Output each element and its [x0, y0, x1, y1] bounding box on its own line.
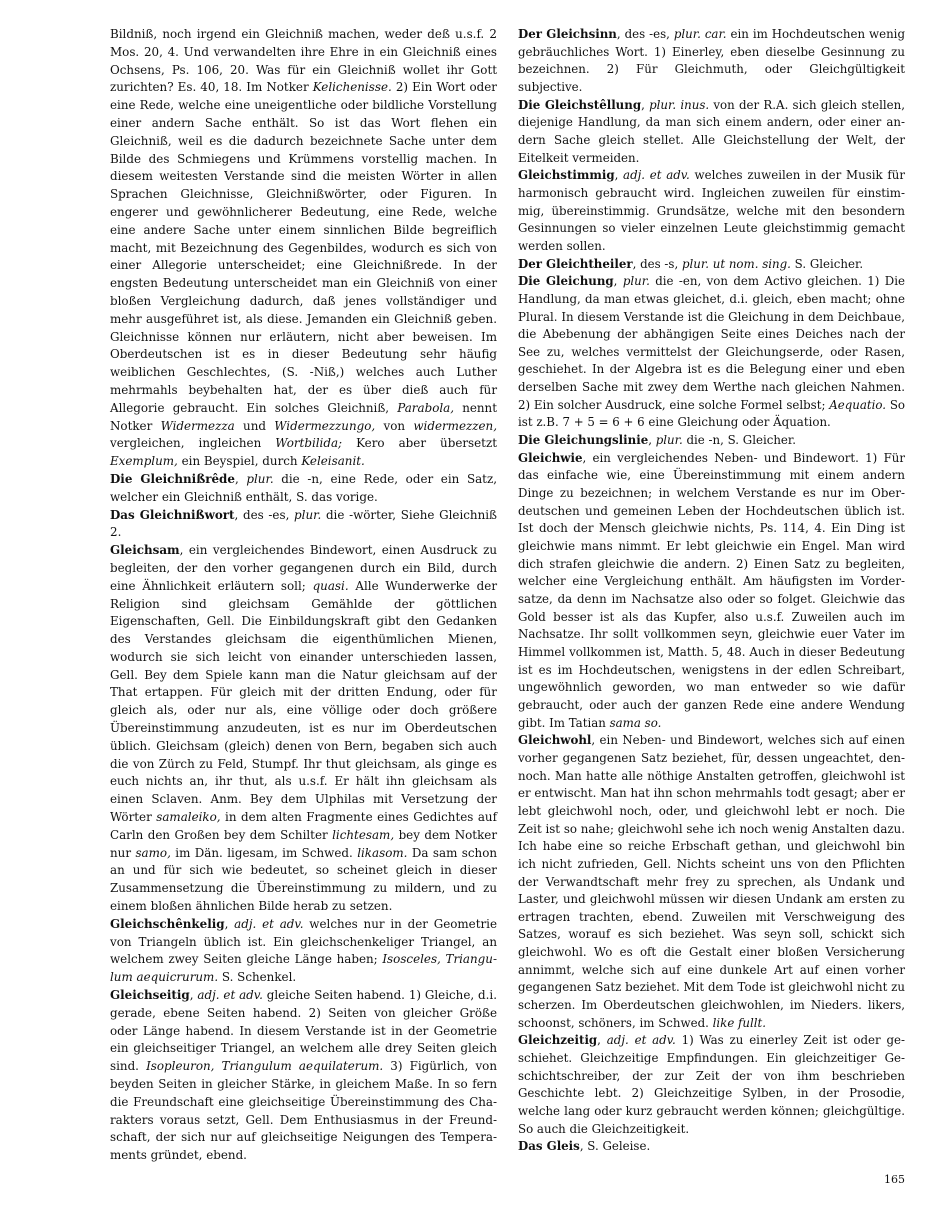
- entry-italic-text: samo,: [135, 845, 171, 860]
- entry-italic-text: like fullt.: [712, 1015, 767, 1030]
- entry-text: ,: [234, 471, 247, 486]
- entry-italic-text: lichtesam,: [332, 827, 395, 842]
- entry-text: welches nur in der Geometrie von Triangeln üblich ist. Ein gleichschenkeliger Triangel, an welchem zwey Seiten gleiche Länge haben;: [110, 916, 498, 967]
- entry-text: ,: [613, 274, 623, 289]
- entry-text: welches zuweilen in der Musik für harmonisch gebraucht wird. Ingleichen zuweilen für einstimmig, übereinstimmig. Grundsätze, welche mit den besondern Gesinnungen so vieler einzelnen Leute gleichstimmig gemacht werden sollen.: [518, 168, 905, 253]
- dictionary-entry: [518, 26, 905, 97]
- entry-headword: Gleichwohl: [518, 733, 592, 748]
- entry-text: die -wörter, Siehe Gleichniß 2.: [110, 507, 497, 540]
- entry-headword: Die Gleichung: [518, 274, 614, 289]
- entry-headword: Gleichsam: [110, 543, 180, 558]
- entry-italic-text: plur.: [294, 507, 322, 522]
- entry-headword: Die Gleichnißrêde: [110, 471, 235, 486]
- page-number: 165: [884, 1173, 905, 1186]
- entry-italic-text: Widermezza: [160, 418, 235, 433]
- entry-italic-text: widermezzen,: [413, 418, 497, 433]
- entry-headword: Gleichwie: [518, 450, 583, 465]
- entry-text: 2) Ein Wort oder eine Rede, welche eine uneigentliche oder bildliche Vorstellung einer andern Sache enthält. So ist das Wort flehen ein Gleichniß, weil es die dadurch bezeichnete Sache unter dem Bilde des Schmiegens und Krümmens vorstellig machen. In diesem weitesten Verstande sind die meisten Wörter in allen Sprachen Gleichnisse, Gleichnißwörter, oder Figuren. In engerer und gewöhnlicherer Bedeutung, eine Rede, welche eine andere Sache unter einem sinnlichen Bilde begreiflich macht, mit Bezeichnung des Gegenbildes, wodurch es sich von einer Allegorie unterscheidet; eine Gleichnißrede. In der engsten Bedeutung unterscheidet man ein Gleichniß von einer bloßen Vergleichung dadurch, daß jenes vollständiger und mehr ausgeführet ist, als diese. Jemanden ein Gleichniß geben. Gleichnisse können nur erläutern, nicht aber beweisen. Im Oberdeutschen ist es in dieser Bedeutung sehr häufig weiblichen Geschlechtes, (S. -Niß,) welches auch Luther mehrmahls beybehalten hat, der es über dieß auch für Allegorie gebraucht. Ein solches Gleichniß,: [110, 80, 497, 415]
- entry-text: 3) Figürlich, von beyden Seiten in gleicher Stärke, in gleichem Maße. In so fern die Freundschaft eine gleichseitige Übereinstimmung des Charakters voraus setzt, Gell. Dem Enthusiasmus in der Freundschaft, der sich nur auf gleichseitige Neigungen des Temperaments gründet, ebend.: [110, 1059, 497, 1163]
- entry-headword: Gleichstimmig: [518, 168, 615, 183]
- entry-text: die -en, von dem Activo gleichen. 1) Die Handlung, da man etwas gleichet, d.i. gleich, eben macht; ohne Plural. In diesem Verstande ist die Gleichung in dem Deichbaue, die Abebenung der abhängigen Seite eines Deiches nach der See zu, welches vermittelst der Gleichungserde, oder Rasen, geschiehet. In der Algebra ist es die Belegung einer und eben derselben Sache mit zwey dem Werthe nach gleichen Nahmen. 2) Ein solcher Ausdruck, eine solche Formel selbst;: [518, 274, 905, 412]
- entry-italic-text: quasi.: [312, 578, 349, 593]
- entry-italic-text: Aequatio.: [829, 397, 887, 412]
- entry-text: die -n, eine Rede, oder ein Satz, welcher ein Gleichniß enthält, S. das vorige.: [110, 471, 498, 504]
- entry-headword: Der Gleichtheiler: [518, 256, 633, 271]
- left-column: [110, 26, 497, 1165]
- entry-italic-text: Widermezzungo,: [274, 418, 376, 433]
- entry-text: , des -s,: [632, 256, 682, 271]
- entry-italic-text: sama so.: [609, 715, 662, 730]
- entry-headword: Die Gleichstêllung: [518, 97, 642, 112]
- entry-italic-text: plur.: [655, 433, 683, 448]
- entry-italic-text: Exemplum,: [110, 454, 178, 469]
- entry-text: , des -es,: [616, 27, 674, 41]
- entry-text: ein im Hochdeutschen wenig gebräuchliches Wort. 1) Einerley, eben dieselbe Gesinnung zu bezeichnen. 2) Für Gleichmuth, oder Gleichgültigkeit subjective.: [518, 27, 906, 94]
- dictionary-entry: [518, 432, 905, 450]
- dictionary-entry: [518, 97, 905, 168]
- entry-italic-text: plur. car.: [673, 27, 727, 41]
- entry-text: 1) Was zu einerley Zeit ist oder geschiehet. Gleichzeitige Empfindungen. Ein gleichzeitiger Geschichtschreiber, der zur Zeit der von ihm beschrieben Geschichte lebt. 2) Gleichzeitige Sylben, in der Prosodie, welche lang oder kurz gebraucht werden können; gleichgültige. So auch die Gleichzeitigkeit.: [518, 1033, 905, 1136]
- entry-italic-text: plur. inus.: [649, 97, 710, 112]
- entry-text: von: [375, 418, 414, 433]
- entry-italic-text: Parabola,: [397, 400, 455, 415]
- entry-text: So ist z.B. 7 + 5 = 6 + 6 eine Gleichung oder Äquation.: [518, 397, 906, 430]
- entry-text: , ein vergleichendes Bindewort, einen Ausdruck zu begleiten, der den vorher gegangenen durch ein Bild, durch eine Ähnlichkeit erläutern soll;: [110, 543, 497, 593]
- entry-headword: Das Gleichnißwort: [110, 507, 235, 522]
- entry-text: im Dän. ligesam, im Schwed.: [170, 845, 358, 860]
- entry-italic-text: plur.: [622, 274, 650, 289]
- entry-text: in dem alten Fragmente eines Gedichtes auf Carln den Großen bey dem Schilter: [110, 810, 497, 842]
- entry-text: Alle Wunderwerke der Religion sind gleichsam Gemählde der göttlichen Eigenschaften, Gell. Die Einbildungskraft gibt den Gedanken des Verstandes gleichsam die eigenthümlichen Mienen, wodurch sie sich leicht von einander unterschieden lassen, Gell. Bey dem Spiele kann man die Natur gleichsam auf der That ertappen. Für gleich mit der dritten Endung, oder für gleich als, oder nur als, eine völlige oder doch größere Übereinstimmung anzudeuten, ist es nur im Oberdeutschen üblich. Gleichsam (gleich) denen von Bern, begaben sich auch die von Zürch zu Feld, Stumpf. Ihr thut gleichsam, als ginge es euch nichts an, ihr thut, als u.s.f. Er hält ihn gleichsam als einen Sclaven. Anm. Bey dem Ulphilas mit Versetzung der Wörter: [110, 578, 497, 825]
- entry-text: S. Schenkel.: [218, 970, 297, 985]
- entry-italic-text: adj. et adv.: [234, 916, 304, 931]
- dictionary-entry: [110, 26, 497, 471]
- entry-italic-text: samaleiko,: [156, 810, 221, 825]
- entry-headword: Gleichseitig: [110, 988, 190, 1003]
- entry-italic-text: plur.: [246, 471, 274, 486]
- entry-headword: Der Gleichsinn: [518, 27, 617, 41]
- entry-text: ,: [189, 988, 198, 1003]
- entry-headword: Die Gleichungslinie: [518, 433, 649, 448]
- dictionary-entry: [110, 987, 497, 1165]
- dictionary-entry: [518, 256, 905, 274]
- entry-text: S. Gleicher.: [790, 256, 864, 271]
- entry-text: Bildniß, noch irgend ein Gleichniß machen, weder deß u.s.f. 2 Mos. 20, 4. Und verwandelten ihre Ehre in ein Gleichniß eines Ochsens, Ps. 106, 20. Was für ein Gleichniß wollet ihr Gott zurichten? Es. 40, 18. Im Notker: [110, 27, 497, 95]
- entry-text: , S. Geleise.: [579, 1139, 651, 1154]
- entry-text: Da sam schon an und für sich wie bedeutet, so scheinet gleich in dieser Zusammensetzung die Übereinstimmung zu mildern, und zu einem bloßen ähnlichen Bilde herab zu setzen.: [110, 845, 498, 914]
- entry-text: von der R.A. sich gleich stellen, diejenige Handlung, da man sich einem andern, oder einer andern Sache gleich stellet. Alle Gleichstellung der Welt, der Eitelkeit vermeiden.: [518, 97, 906, 165]
- entry-text: nennt Notker: [110, 400, 497, 433]
- entry-text: , ein vergleichendes Neben- und Bindewort. 1) Für das einfache wie, eine Übereinstimmung mit einem andern Dinge zu bezeichnen; in welchem Verstande es nur im Oberdeutschen und gemeinen Leben der Hochdeutschen üblich ist. Ist doch der Mensch gleichwie nichts, Ps. 114, 4. Ein Ding ist gleichwie mans nimmt. Er lebt gleichwie ein Engel. Man wird dich strafen gleichwie die andern. 2) Einen Satz zu begleiten, welcher eine Vergleichung enthält. Am häufigsten im Vordersatze, da denn im Nachsatze also oder so folget. Gleichwie das Gold besser ist als das Kupfer, also u.s.f. Zuweilen auch im Nachsatze. Ihr sollt vollkommen seyn, gleichwie euer Vater im Himmel vollkommen ist, Matth. 5, 48. Auch in dieser Bedeutung ist es im Hochdeutschen, wenigstens in der edlen Schreibart, ungewöhnlich geworden, wo man entweder so wie dafür gebraucht, oder auch der ganzen Rede eine andere Wendung gibt. Im Tatian: [518, 450, 905, 730]
- entry-headword: Gleichzeitig: [518, 1033, 598, 1048]
- right-column: [518, 26, 905, 1156]
- entry-text: ,: [648, 433, 656, 448]
- dictionary-entry: [110, 542, 497, 916]
- dictionary-entry: [518, 450, 905, 733]
- entry-text: , des -es,: [234, 507, 295, 522]
- entry-italic-text: adj. et adv.: [606, 1033, 676, 1048]
- entry-text: die -n, S. Gleicher.: [682, 433, 796, 448]
- entry-italic-text: Isosceles, Triangulum aequicrurum.: [110, 952, 497, 985]
- entry-italic-text: Kelichenisse.: [312, 80, 392, 95]
- entry-text: und: [234, 418, 275, 433]
- entry-italic-text: Isopleuron, Triangulum aequilaterum.: [146, 1059, 384, 1074]
- entry-text: bey dem Notker nur: [110, 827, 498, 860]
- dictionary-entry: [110, 507, 497, 543]
- dictionary-entry: [518, 167, 905, 255]
- dictionary-entry: [110, 471, 497, 507]
- entry-text: vergleichen, ingleichen: [110, 436, 276, 451]
- entry-italic-text: adj. et adv.: [197, 988, 263, 1003]
- entry-italic-text: Wortbilida;: [275, 436, 343, 451]
- entry-text: ,: [224, 916, 235, 931]
- entry-headword: Gleichschênkelig: [110, 916, 225, 931]
- dictionary-entry: [518, 1138, 905, 1156]
- entry-text: ,: [597, 1033, 607, 1048]
- entry-text: gleiche Seiten habend. 1) Gleiche, d.i. gerade, ebene Seiten habend. 2) Seiten von gleicher Größe oder Länge habend. In diesem Verstande ist in der Geometrie ein gleichseitiger Triangel, an welchem alle drey Seiten gleich sind.: [110, 988, 497, 1074]
- entry-text: , ein Neben- und Bindewort, welches sich auf einen vorher gegangenen Satz beziehet, für, dessen ungeachtet, dennoch. Man hatte alle nöthige Anstalten getroffen, gleichwohl ist er entwischt. Man hat ihn schon mehrmahls todt gesagt; aber er lebt gleichwohl noch, oder, und gleichwohl lebt er noch. Die Zeit ist so nahe; gleichwohl sehe ich noch wenig Anstalten dazu. Ich habe eine so reiche Erbschaft gethan, und gleichwohl bin ich nicht zufrieden, Gell. Nichts scheint uns von den Pflichten der Verwandtschaft mehr frey zu sprechen, als Undank und Laster, und gleichwohl müssen wir diesen Undank am ersten zu ertragen trachten, ebend. Zuweilen mit Verschweigung des Satzes, worauf es sich beziehet. Was seyn soll, schickt sich gleichwohl. Wo es oft die Gestalt einer bloßen Versicherung annimmt, welche sich auf eine dunkele Art auf einen vorher gegangenen Satz beziehet. Mit dem Tode ist gleichwohl nicht zu scherzen. Im Oberdeutschen gleichwohlen, im Nieders. likers, schoonst, schöners, im Schwed.: [518, 733, 905, 1030]
- entry-text: ein Beyspiel, durch: [177, 454, 302, 469]
- entry-italic-text: adj. et adv.: [623, 168, 690, 183]
- entry-headword: Das Gleis: [518, 1139, 580, 1154]
- entry-italic-text: Keleisanit.: [301, 454, 365, 469]
- dictionary-entry: [518, 732, 905, 1032]
- dictionary-entry: [518, 1032, 905, 1138]
- entry-text: ,: [641, 97, 650, 112]
- entry-italic-text: plur. ut nom. sing.: [681, 256, 791, 271]
- entry-italic-text: likasom.: [357, 845, 408, 860]
- entry-text: ,: [614, 168, 624, 183]
- entry-text: Kero aber übersetzt: [342, 436, 497, 451]
- dictionary-entry: [110, 916, 497, 987]
- dictionary-entry: [518, 273, 905, 432]
